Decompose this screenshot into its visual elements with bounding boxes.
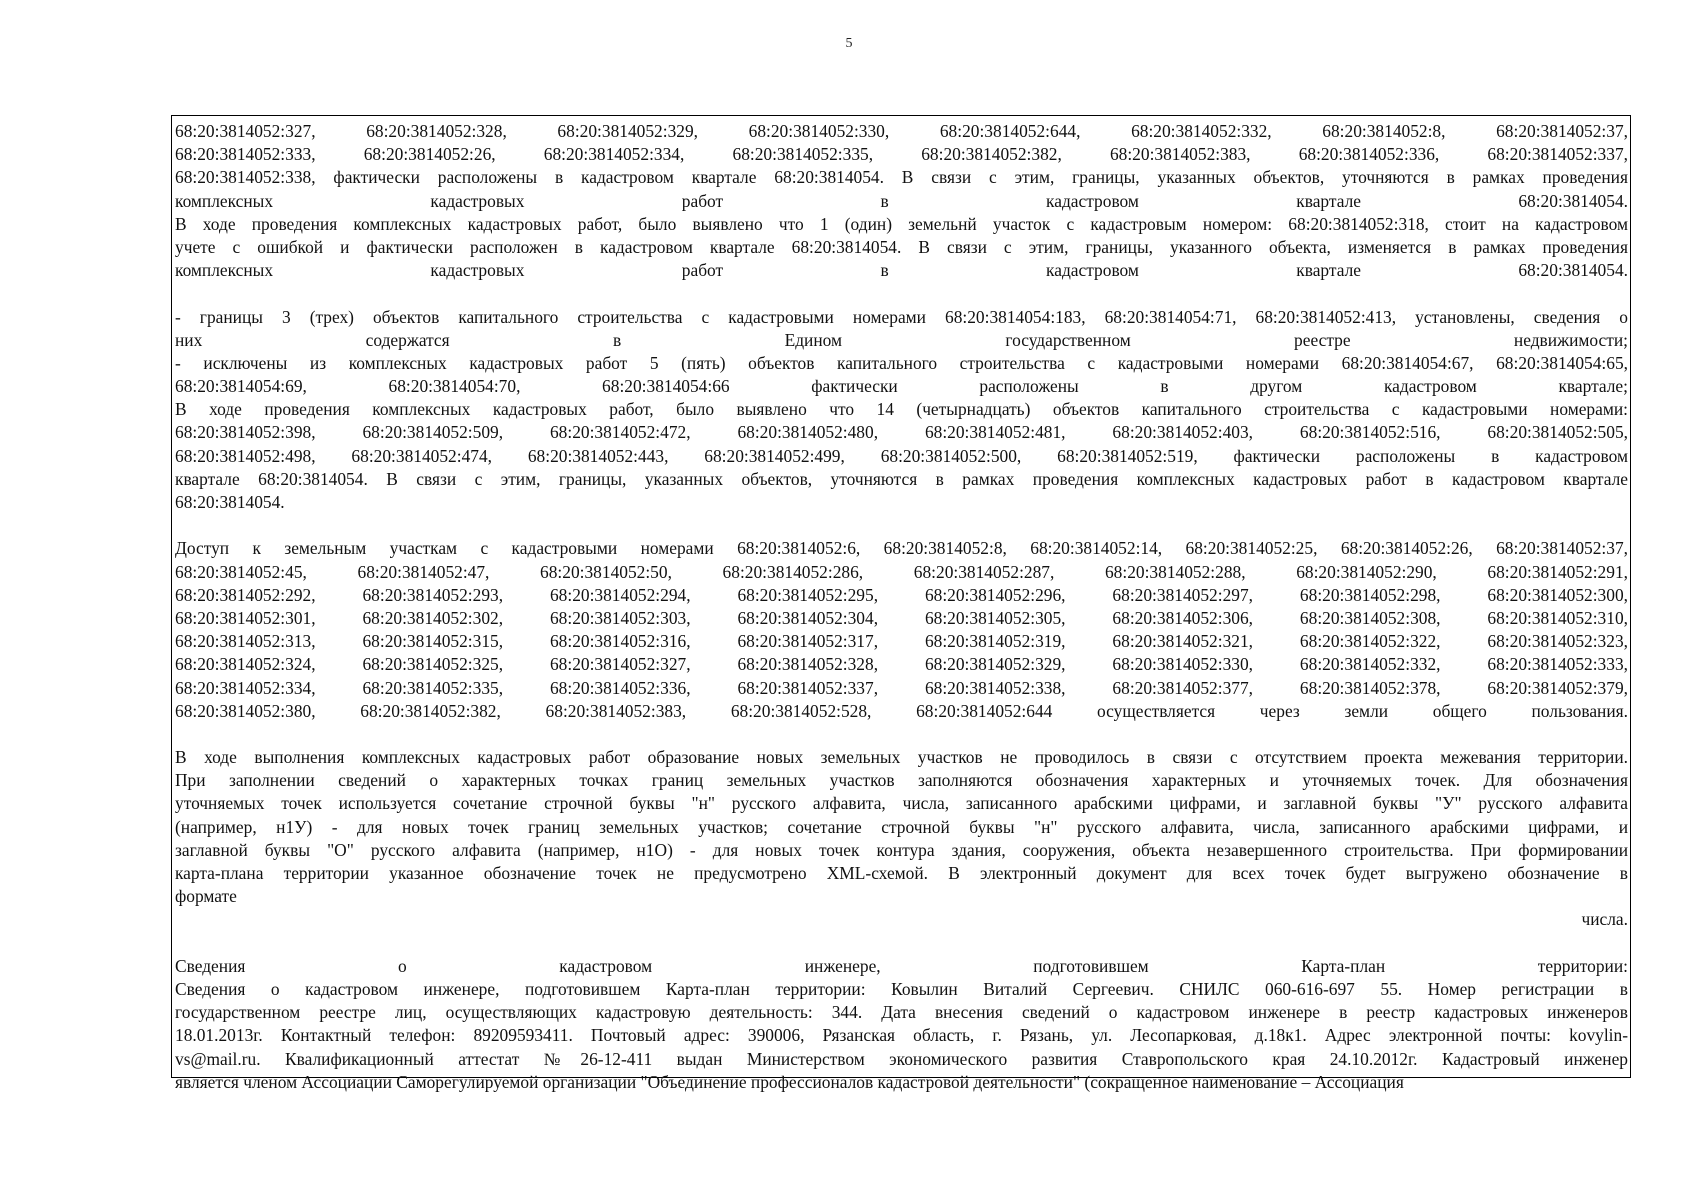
document-body [175, 120, 1628, 1094]
text-line: государственном реестре лиц, осуществляющих кадастровую деятельность: 344. Дата внесения сведений о кадастровом инженере в реестр кадастровых инженеров [175, 1002, 1628, 1023]
text-line: В ходе проведения комплексных кадастровых работ, было выявлено что 14 (четырнадцать) объектов капитального строительства с кадастровыми номерами: [175, 399, 1628, 420]
text-line: 68:20:3814054. [175, 492, 285, 512]
text-line: карта-плана территории указанное обозначение точек не предусмотрено XML-схемой. В электронный документ для всех точек будет выгружено обозначение в [175, 863, 1628, 883]
text-line: учете с ошибкой и фактически расположен в кадастровом квартале 68:20:3814054. В связи с этим, границы, указанного объекта, изменяется в рамках проведения [175, 236, 1628, 257]
text-line: 68:20:3814052:338, фактически расположены в кадастровом квартале 68:20:3814054. В связи с этим, границы, указанных объектов, уточняются в рамках проведения [175, 167, 1628, 188]
blank-line [175, 514, 1628, 537]
text-line: 68:20:3814054:69, 68:20:3814054:70, 68:20:3814054:66 фактически расположены в другом кадастровом квартале; [175, 376, 1628, 397]
text-line: является членом Ассоциации Саморегулируемой организации "Объединение профессионалов кадастровой деятельности" (сокращенное наименование – Ассоциация [175, 1071, 1404, 1092]
text-line: заглавной буквы "О" русского алфавита (например, н1О) - для новых точек контура здания, сооружения, объекта незавершенного строительства. При формировании [175, 839, 1628, 860]
text-line: комплексных кадастровых работ в кадастровом квартале 68:20:3814054. [175, 260, 1628, 281]
text-line: 68:20:3814052:333, 68:20:3814052:26, 68:20:3814052:334, 68:20:3814052:335, 68:20:3814052:382, 68:20:3814052:383, 68:20:3814052:336, 68:20:3814052:337, [175, 144, 1628, 165]
text-line: Сведения о кадастровом инженере, подготовившем Карта-план территории: [175, 955, 1628, 976]
text-line: 68:20:3814052:313, 68:20:3814052:315, 68:20:3814052:316, 68:20:3814052:317, 68:20:3814052:319, 68:20:3814052:321, 68:20:3814052:322, 68:20:3814052:323, [175, 631, 1628, 652]
blank-line [175, 932, 1628, 955]
text-line: формате [175, 886, 237, 907]
text-line: 18.01.2013г. Контактный телефон: 89209593411. Почтовый адрес: 390006, Рязанская область, г. Рязань, ул. Лесопарковая, д.18к1. Адрес электронной почты: kovylin- [175, 1025, 1628, 1046]
text-line: 68:20:3814052:334, 68:20:3814052:335, 68:20:3814052:336, 68:20:3814052:337, 68:20:3814052:338, 68:20:3814052:377, 68:20:3814052:378, 68:20:3814052:379, [175, 677, 1628, 698]
text-line: 68:20:3814052:498, 68:20:3814052:474, 68:20:3814052:443, 68:20:3814052:499, 68:20:3814052:500, 68:20:3814052:519, фактически расположены в кадастровом [175, 445, 1628, 466]
text-line: уточняемых точек используется сочетание строчной буквы "н" русского алфавита, числа, записанного арабскими цифрами, и заглавной буквы "У" русского алфавита [175, 793, 1628, 814]
text-line: них содержатся в Едином государственном реестре недвижимости; [175, 329, 1628, 350]
text-line: - границы 3 (трех) объектов капитального строительства с кадастровыми номерами 68:20:3814054:183, 68:20:3814054:71, 68:20:3814052:413, установлены, сведения о [175, 306, 1628, 327]
text-line: комплексных кадастровых работ в кадастровом квартале 68:20:3814054. [175, 190, 1628, 211]
page-number: 5 [845, 36, 853, 51]
blank-line [175, 723, 1628, 746]
blank-line [175, 282, 1628, 305]
text-line: 68:20:3814052:292, 68:20:3814052:293, 68:20:3814052:294, 68:20:3814052:295, 68:20:3814052:296, 68:20:3814052:297, 68:20:3814052:298, 68:20:3814052:300, [175, 584, 1628, 605]
text-line: Доступ к земельным участкам с кадастровыми номерами 68:20:3814052:6, 68:20:3814052:8, 68:20:3814052:14, 68:20:3814052:25, 68:20:3814052:26, 68:20:3814052:37, [175, 538, 1628, 559]
text-line: (например, н1У) - для новых точек границ земельных участков; сочетание строчной буквы "н" русского алфавита, числа, записанного арабскими цифрами, и [175, 816, 1628, 837]
text-line: 68:20:3814052:327, 68:20:3814052:328, 68:20:3814052:329, 68:20:3814052:330, 68:20:3814052:644, 68:20:3814052:332, 68:20:3814052:8, 68:20:3814052:37, [175, 121, 1628, 141]
text-line: При заполнении сведений о характерных точках границ земельных участков заполняются обозначения характерных и уточняемых точек. Для обозначения [175, 770, 1628, 791]
text-line: числа. [1581, 909, 1628, 930]
text-line: 68:20:3814052:324, 68:20:3814052:325, 68:20:3814052:327, 68:20:3814052:328, 68:20:3814052:329, 68:20:3814052:330, 68:20:3814052:332, 68:20:3814052:333, [175, 654, 1628, 675]
text-line: 68:20:3814052:398, 68:20:3814052:509, 68:20:3814052:472, 68:20:3814052:480, 68:20:3814052:481, 68:20:3814052:403, 68:20:3814052:516, 68:20:3814052:505, [175, 422, 1628, 443]
text-line: 68:20:3814052:45, 68:20:3814052:47, 68:20:3814052:50, 68:20:3814052:286, 68:20:3814052:287, 68:20:3814052:288, 68:20:3814052:290, 68:20:3814052:291, [175, 561, 1628, 582]
text-line: Сведения о кадастровом инженере, подготовившем Карта-план территории: Ковылин Виталий Сергеевич. СНИЛС 060-616-697 55. Номер регистрации в [175, 978, 1628, 999]
text-line: В ходе выполнения комплексных кадастровых работ образование новых земельных участков не проводилось в связи с отсутствием проекта межевания территории. [175, 747, 1628, 768]
text-line: В ходе проведения комплексных кадастровых работ, было выявлено что 1 (один) земельнй участок с кадастровым номером: 68:20:3814052:318, стоит на кадастровом [175, 213, 1628, 234]
text-line: vs@mail.ru. Квалификационный аттестат №26-12-411 выдан Министерством экономического развития Ставропольского края 24.10.2012г. Кадастровый инженер [175, 1048, 1628, 1069]
text-line: - исключены из комплексных кадастровых работ 5 (пять) объектов капитального строительства с кадастровыми номерами 68:20:3814054:67, 68:20:3814054:65, [175, 352, 1628, 373]
text-line: 68:20:3814052:301, 68:20:3814052:302, 68:20:3814052:303, 68:20:3814052:304, 68:20:3814052:305, 68:20:3814052:306, 68:20:3814052:308, 68:20:3814052:310, [175, 607, 1628, 628]
text-line: 68:20:3814052:380, 68:20:3814052:382, 68:20:3814052:383, 68:20:3814052:528, 68:20:3814052:644 осуществляется через земли общего пользования. [175, 700, 1628, 721]
text-line: квартале 68:20:3814054. В связи с этим, границы, указанных объектов, уточняются в рамках проведения комплексных кадастровых работ в кадастровом квартале [175, 468, 1628, 489]
document-text-frame [171, 115, 1631, 1092]
